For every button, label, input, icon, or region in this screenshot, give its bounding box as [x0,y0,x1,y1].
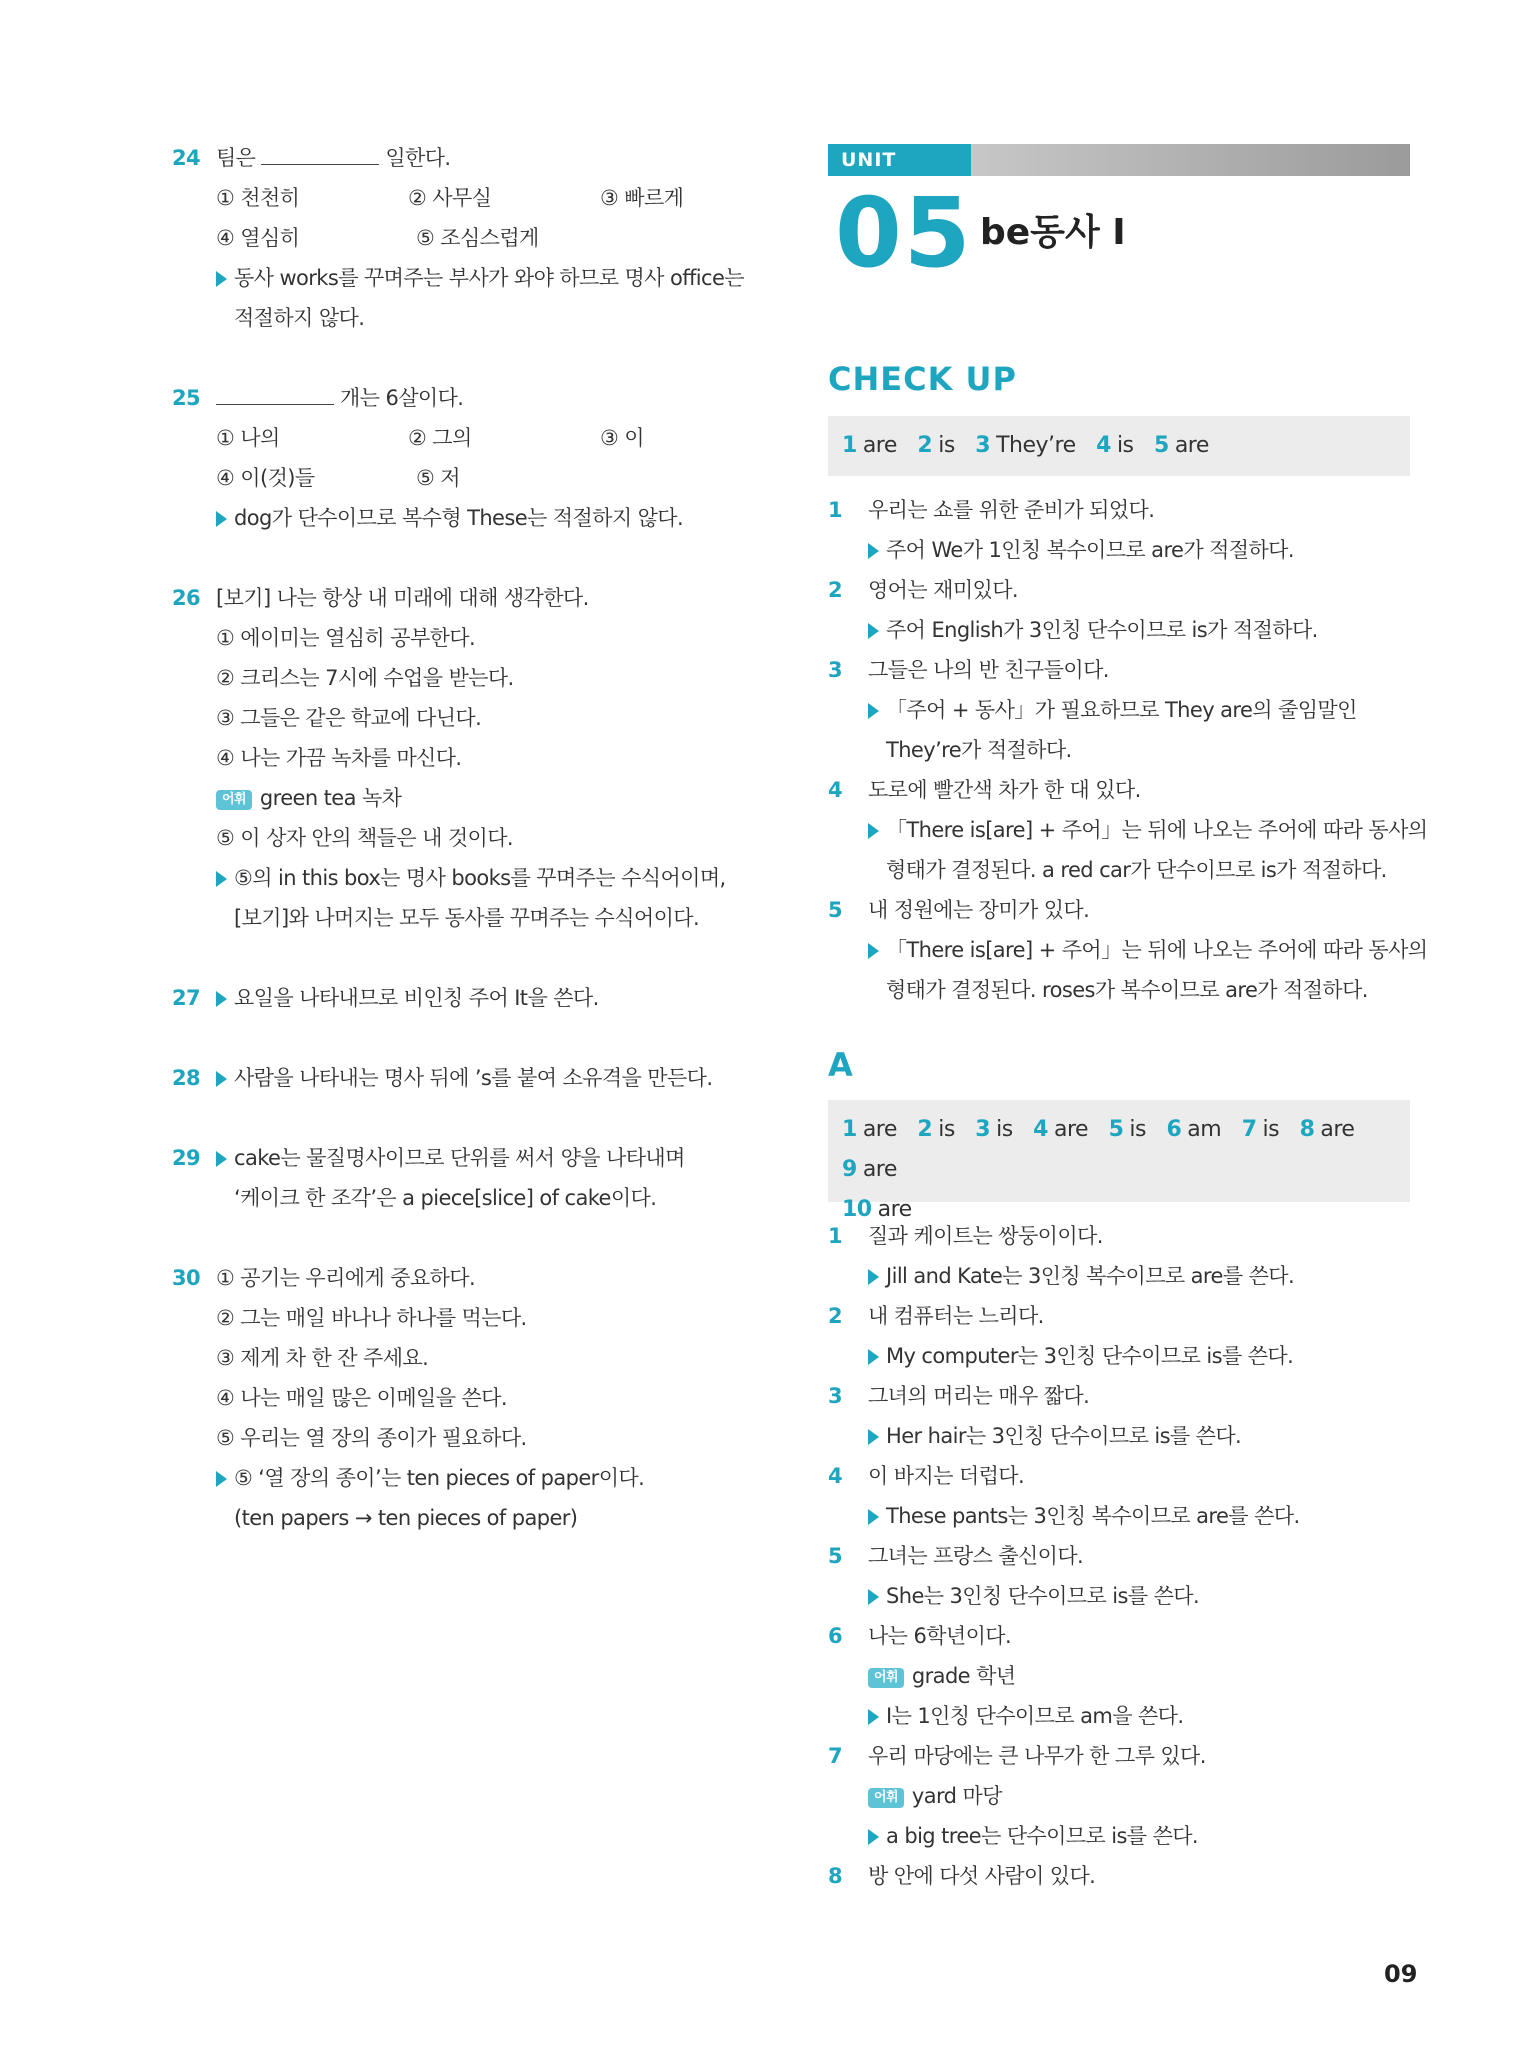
explanation: I는 1인칭 단수이므로 am을 쓴다. [828,1696,1428,1736]
explanation: She는 3인칭 단수이므로 is를 쓴다. [828,1576,1428,1616]
option: ② 크리스는 7시에 수업을 받는다. [216,666,514,690]
explanation-cont: They’re가 적절하다. [886,738,1072,762]
question-number: 30 [172,1266,201,1290]
question-number: 24 [172,146,201,170]
question-27: 27 요일을 나타내므로 비인칭 주어 It을 쓴다. [172,978,792,1018]
options-row: ① 천천히 ② 사무실 ③ 빠르게 [216,186,684,210]
option: ① 에이미는 열심히 공부한다. [216,626,476,650]
explanation: 「주어 + 동사」가 필요하므로 They are의 줄임말인 [828,690,1428,730]
checkup-explanations [828,490,1428,1010]
answer-item: 2 is [917,433,955,458]
arrow-icon [868,623,879,639]
a-item: 4 이 바지는 더럽다. [828,1464,1025,1488]
explanation: 「There is[are] + 주어」는 뒤에 나오는 주어에 따라 동사의 [828,810,1428,850]
answer-item: 5 is [1108,1117,1146,1142]
explanation-cont: 형태가 결정된다. roses가 복수이므로 are가 적절하다. [886,978,1368,1002]
arrow-icon [868,703,879,719]
question-number: 25 [172,386,201,410]
explanation-cont: [보기]와 나머지는 모두 동사를 꾸며주는 수식어이다. [234,906,700,930]
answer-item: 1 are [842,1117,897,1142]
arrow-icon [868,1589,879,1605]
arrow-icon [868,1709,879,1725]
arrow-icon [216,1471,227,1487]
answer-item: 3 is [975,1117,1013,1142]
checkup-item: 1 우리는 쇼를 위한 준비가 되었다. [828,498,1155,522]
explanation: My computer는 3인칭 단수이므로 is를 쓴다. [828,1336,1428,1376]
explanation: 주어 We가 1인칭 복수이므로 are가 적절하다. [828,530,1428,570]
a-item: 3 그녀의 머리는 매우 짧다. [828,1384,1090,1408]
answer-item: 10 are [842,1197,912,1222]
answer-item: 4 are [1033,1117,1089,1142]
arrow-icon [216,511,227,527]
options-row: ④ 열심히 ⑤ 조심스럽게 [216,226,539,250]
option: ⑤ 이 상자 안의 책들은 내 것이다. [216,826,513,850]
option: ③ 제게 차 한 잔 주세요. [216,1346,429,1370]
answer-item: 2 is [917,1117,955,1142]
option: ③ 그들은 같은 학교에 다닌다. [216,706,482,730]
answer-item: 8 are [1299,1117,1355,1142]
option: ② 그는 매일 바나나 하나를 먹는다. [216,1306,527,1330]
checkup-item: 4 도로에 빨간색 차가 한 대 있다. [828,778,1141,802]
a-item: 5 그녀는 프랑스 출신이다. [828,1544,1084,1568]
explanation-cont: 적절하지 않다. [234,306,365,330]
a-item: 1 질과 케이트는 쌍둥이이다. [828,1224,1103,1248]
unit-bar [828,144,1410,176]
explanation: a big tree는 단수이므로 is를 쓴다. [828,1816,1428,1856]
explanation: ⑤ ‘열 장의 종이’는 ten pieces of paper이다. [172,1458,792,1498]
question-number: 27 [172,986,201,1010]
arrow-icon [868,823,879,839]
answer-item: 5 are [1154,433,1209,458]
arrow-icon [216,1151,227,1167]
checkup-item: 5 내 정원에는 장미가 있다. [828,898,1090,922]
arrow-icon [868,1829,879,1845]
vocab-badge: 어휘 [868,1668,904,1688]
vocab-note: 어휘 yard 마당 [828,1776,1428,1816]
arrow-icon [868,543,879,559]
vocab-note: 어휘 green tea 녹차 [172,778,792,818]
explanation: 「There is[are] + 주어」는 뒤에 나오는 주어에 따라 동사의 [828,930,1428,970]
option: ⑤ 우리는 열 장의 종이가 필요하다. [216,1426,527,1450]
arrow-icon [868,1349,879,1365]
explanation-cont: ‘케이크 한 조각’은 a piece[slice] of cake이다. [234,1186,657,1210]
left-column [172,138,792,1538]
checkup-item: 2 영어는 재미있다. [828,578,1018,602]
unit-label: UNIT [828,144,971,176]
answer-blank [216,386,334,405]
question-number: 28 [172,1066,201,1090]
checkup-item: 3 그들은 나의 반 친구들이다. [828,658,1109,682]
explanation: 동사 works를 꾸며주는 부사가 와야 하므로 명사 office는 [172,258,792,298]
arrow-icon [216,871,227,887]
explanation-cont: 형태가 결정된다. a red car가 단수이므로 is가 적절하다. [886,858,1387,882]
a-item: 7 우리 마당에는 큰 나무가 한 그루 있다. [828,1744,1206,1768]
page-number: 09 [1384,1960,1418,1988]
explanation: Her hair는 3인칭 단수이므로 is를 쓴다. [828,1416,1428,1456]
explanation-cont: (ten papers → ten pieces of paper) [234,1506,578,1530]
arrow-icon [868,1269,879,1285]
vocab-note: 어휘 grade 학년 [828,1656,1428,1696]
arrow-icon [216,271,227,287]
question-24: 24 팀은 일한다. [172,138,792,178]
question-number: 29 [172,1146,201,1170]
checkup-heading: CHECK UP [828,360,1017,398]
question-26: 26 [보기] 나는 항상 내 미래에 대해 생각한다. [172,578,792,618]
vocab-badge: 어휘 [868,1788,904,1808]
answer-item: 4 is [1096,433,1134,458]
a-item: 2 내 컴퓨터는 느리다. [828,1304,1044,1328]
section-a-answer-box [828,1100,1410,1222]
unit-bar-gradient [971,144,1410,176]
explanation: dog가 단수이므로 복수형 These는 적절하지 않다. [172,498,792,538]
options-row: ④ 이(것)들 ⑤ 저 [216,466,460,490]
answer-item: 6 am [1166,1117,1222,1142]
arrow-icon [868,943,879,959]
answer-item: 7 is [1241,1117,1280,1142]
a-item: 8 방 안에 다섯 사람이 있다. [828,1864,1096,1888]
answer-item: 1 are [842,433,897,458]
vocab-badge: 어휘 [216,790,252,810]
option: ④ 나는 매일 많은 이메일을 쓴다. [216,1386,507,1410]
arrow-icon [216,991,227,1007]
arrow-icon [216,1071,227,1087]
answer-item: 3 They’re [975,433,1076,458]
explanation: ⑤의 in this box는 명사 books를 꾸며주는 수식어이며, [172,858,792,898]
checkup-answer-box [828,416,1410,476]
explanation: These pants는 3인칭 복수이므로 are를 쓴다. [828,1496,1428,1536]
question-29: 29 cake는 물질명사이므로 단위를 써서 양을 나타내며 [172,1138,792,1178]
unit-title: be동사 I [980,212,1126,253]
question-number: 26 [172,586,201,610]
unit-number: 05 [835,177,973,289]
explanation: Jill and Kate는 3인칭 복수이므로 are를 쓴다. [828,1256,1428,1296]
question-25: 25 개는 6살이다. [172,378,792,418]
answer-blank [261,146,379,165]
question-28: 28 사람을 나타내는 명사 뒤에 ’s를 붙여 소유격을 만든다. [172,1058,792,1098]
explanation: 주어 English가 3인칭 단수이므로 is가 적절하다. [828,610,1428,650]
arrow-icon [868,1429,879,1445]
answer-item: 9 are [842,1157,897,1182]
a-item: 6 나는 6학년이다. [828,1624,1012,1648]
question-30: 30 ① 공기는 우리에게 중요하다. [172,1258,792,1298]
options-row: ① 나의 ② 그의 ③ 이 [216,426,644,450]
section-a-heading: A [828,1046,854,1084]
section-a-explanations [828,1216,1428,1896]
option: ④ 나는 가끔 녹차를 마신다. [216,746,462,770]
arrow-icon [868,1509,879,1525]
